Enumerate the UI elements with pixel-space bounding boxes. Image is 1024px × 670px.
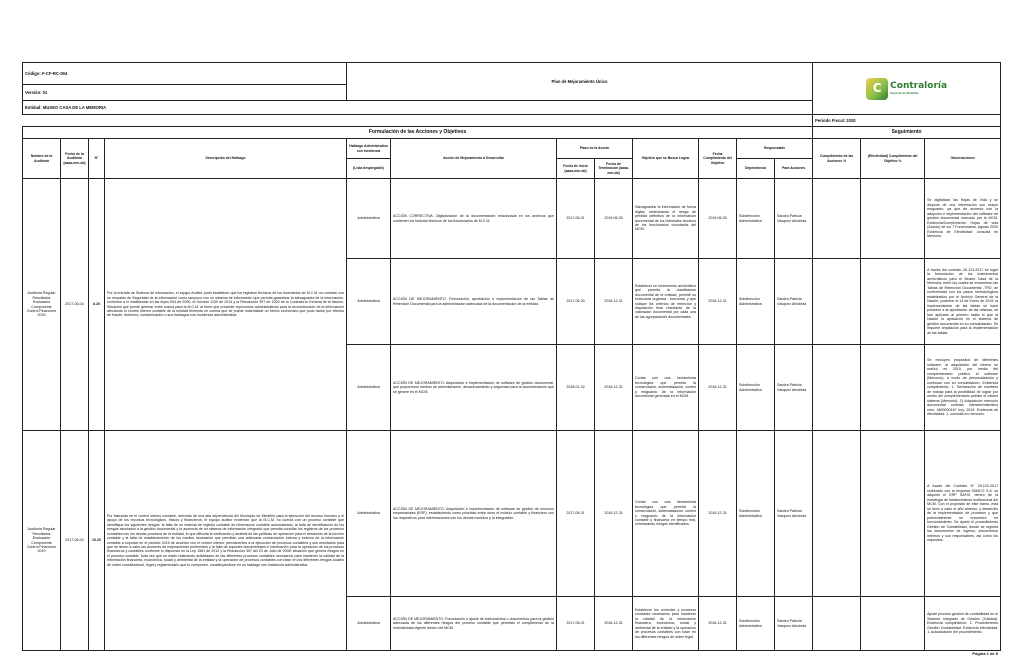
table-row bbox=[23, 431, 1001, 597]
page-number: Página 1 de 5 bbox=[972, 651, 998, 656]
row-action: ACCIÓN DE MEJORAMIENTO: Adquisición e implementación de software de gestión de recursos empresariales (ERP), estableciendo como prioridad entre otros el módulo contable y financiero con los respectivos para interrelaciones con los demás módulos y la integración. bbox=[391, 431, 557, 597]
row-action: ACCIÓN DE MEJORAMIENTO: Adquisición e implementación de software de gestión documental, que proporcione medios de administración, almacenamiento y seguridad para la documentación que se genere en el MCM. bbox=[391, 345, 557, 431]
row-type: Administrativa bbox=[347, 259, 391, 345]
row-pct-action bbox=[813, 431, 861, 597]
row-observation: Se excluyen propósitos de diferentes software, la adquisición del mismo se realizó en 2019, por medio del complementario público el software (Mercurio), a modo de personalización y continuar con su convalidación. Evidencia cumplimiento: 1. Declaración de nombres de trabajo para la posibilidad de lograr por medio del complementario público el mismo sistema (Mercurio). 2) Adquisición mercurio documental contrato interadministrativo núm. 4600000167 hoy, 2019. Evidencia de efectividad: 1. consulta en mercurio. bbox=[925, 345, 1001, 431]
row-report-date: 2017-06-04 bbox=[61, 431, 89, 651]
logo-mark-icon: C bbox=[866, 78, 888, 100]
row-finding: Por la entrada de Sistema de información, el equipo Auditor pudo establecer que los registros técnicos de los inventarios de M.C.M. no cuentan con un respaldo de Seguridad de la información como tampoco con un sistema de información que permita garantizar la salvaguarda de la información, conforme a lo establecido en las leyes 594 de 2000, el Decreto 1100 de 2014 y la Resolución 397 de 2020 de la Contraloría General de la Nación. Situación que puede generar entre costos para la M.C.M. al tener que proceder reprocesos administrativos para la reconstrucción de la información afectando el control interno contable de la entidad teniendo en cuenta que se puede materializar un hecho económico que pudo darse por efectos de fraude, deterioro, contaminación o sus hallazgos con incidencia administrativa. bbox=[105, 179, 347, 431]
plan-table bbox=[22, 62, 1001, 651]
row-finding: Por falencias en el control interno contable, derivado de una alta dependencia del Municipio de Medellín para la ejecución del recurso humano y el apoyo de los recursos tecnológicos, físicos y financieros, el equipo auditor evidenció que la M.C.M. no cuenta con un proceso contable que identifique los siguientes riesgos: la falta de un sistema de registro contable de información contable automatizado, la falta de identificación de los riesgos asociados a la gestión documental y la ausencia de un sistema de información integrado que permita conciliar los registros de los procesos contables con los demás procesos de la entidad, lo que dificulta la verificación y análisis de las políticas de operación para el desarrollo de la función contable y la falta de establecimiento de los medios necesarios que permitan una adecuada conservación interna y externa de la información contable a soportar en el periodo 2019 de acuerdo con el control interno, permanentes a la ejecución de procesos contables y sus resultados para que se lleven a cabo las acciones de mejoramiento pertinentes y la falta de soportes documentales e información para la operación de los procesos financieros y contables conforme lo dispuesto en la Ley 1581 de 2012 y la Resolución 357 del 23 de Julio de 2008; situación que genera riesgos en el proceso contable, toda vez que se están realizando actividades de las diferentes procesos contables necesarios para mantener la calidad de la información financiera, económica, social y ambiental de la entidad y la operación de procesos contables con base en los diferentes riesgos locales de orden constitucional, legal y reglamentario que lo componen, constituyéndose en un hallazgo con incidencia administrativa. bbox=[105, 431, 347, 651]
doc-version: Versión: 01 bbox=[23, 85, 347, 101]
row-objective: Establecer los controles y procesos contables necesarios para mantener la calidad de la información financiera, económica, social y ambiental de la entidad y la operación de procesos contables con base en los diferentes riesgos de orden legal. bbox=[633, 597, 699, 651]
col-source: Nombre de la Auditoría bbox=[23, 139, 61, 179]
col-end-date: Fecha de Terminación (aaaa-mm-dd) bbox=[595, 159, 633, 179]
row-person: Sandra Patricia Vásquez Arboleda bbox=[775, 345, 813, 431]
row-source: Auditoría Regular Resultados Evaluación Componente Control Financiero 2019 bbox=[23, 179, 61, 431]
row-target: 2018-12-31 bbox=[699, 259, 737, 345]
contraloria-logo: C Contraloría General de Medellín bbox=[866, 78, 947, 100]
col-action: Acción de Mejoramiento a Desarrollar bbox=[391, 139, 557, 179]
col-start-date: Fecha de Inicio (aaaa-mm-dd) bbox=[557, 159, 595, 179]
doc-title: Plan de Mejoramiento Único bbox=[347, 63, 813, 101]
col-dependency: Dependencia bbox=[737, 159, 775, 179]
col-pct-action: Cumplimiento de las Acciones % bbox=[813, 139, 861, 179]
row-type: Administrativa bbox=[347, 431, 391, 597]
row-dependency: Subdirección Administrativa bbox=[737, 259, 775, 345]
col-action-dates: Plazo de la Acción bbox=[557, 139, 633, 159]
row-objective: Contar con una herramienta tecnológica que permita la conservación, sistematización, control y resguardo de la información contable y financiera en tiempo real, minimizando riesgos identificados. bbox=[633, 431, 699, 597]
row-end: 2018-12-31 bbox=[595, 597, 633, 651]
col-objective: Objetivo que se Busca Lograr bbox=[633, 139, 699, 179]
table-row bbox=[23, 179, 1001, 259]
row-dependency: Subdirección Administrativa bbox=[737, 597, 775, 651]
col-number: N° bbox=[89, 139, 105, 179]
row-type: Administrativa bbox=[347, 179, 391, 259]
row-end: 2018-12-31 bbox=[595, 431, 633, 597]
row-dependency: Subdirección Administrativa bbox=[737, 345, 775, 431]
row-pct-objective bbox=[861, 259, 925, 345]
plan-sheet bbox=[22, 62, 1000, 652]
band-followup: Seguimiento bbox=[813, 127, 1001, 139]
row-number: 8.20 bbox=[89, 179, 105, 431]
row-observation: A través del Contrato N° 29-123-2017 celebrado con la empresa SIIMCO S.A. se adquirió el ERP SAFIX, dentro de la estrategia de fortalecimiento institucional del MCM. Con el propósito de este tramo, esta se llevó a cabo el año anterior, y desarrollo de la implementación de procesos y que potencialmente se encuentra en funcionamiento. Se ajustó el procedimiento Gestión de Contabilidad, donde se registra los documentos de ingreso, documentos internos y sus responsables, así como los requisitos. bbox=[925, 431, 1001, 597]
row-dependency: Subdirección Administrativa bbox=[737, 431, 775, 597]
row-target: 2018-12-31 bbox=[699, 431, 737, 597]
row-target: 2018-12-31 bbox=[699, 597, 737, 651]
col-pct-objective: (Efectividad) Cumplimiento del Objetivo % bbox=[861, 139, 925, 179]
logo-cell bbox=[813, 63, 1001, 115]
col-finding-type-sub: (Lista desplegable) bbox=[347, 159, 391, 179]
row-person: Sandra Patricia Vásquez Arboleda bbox=[775, 597, 813, 651]
row-end: 2018-12-31 bbox=[595, 259, 633, 345]
band-formulation: Formulación de las Acciones y Objetivos bbox=[23, 127, 813, 139]
row-person: Sandra Patricia Vásquez Arboleda bbox=[775, 259, 813, 345]
row-pct-action bbox=[813, 597, 861, 651]
row-end: 2018-12-31 bbox=[595, 345, 633, 431]
row-pct-objective bbox=[861, 597, 925, 651]
row-action: ACCIÓN DE MEJORAMIENTO: Formulación, aprobación e implementación de las Tablas de Retención Documental para la administración adecuada de la documentación de la entidad. bbox=[391, 259, 557, 345]
row-action: ACCIÓN CORRECTIVA: Digitalización de la documentación relacionada en los archivos que contienen los historial técnicos de los funcionarios de M.C.M. bbox=[391, 179, 557, 259]
row-objective: Establecer un instrumento archivístico que permita la clasificación documental de la entidad, permitir su estructura orgánica - funcional, y que indique los criterios de retención y disposición final resultante de la valoración documental por cada una de las agrupaciones documentales. bbox=[633, 259, 699, 345]
row-person: Sandra Patricia Vásquez Arboleda bbox=[775, 431, 813, 597]
row-start: 2017-06-01 bbox=[557, 431, 595, 597]
row-pct-objective bbox=[861, 431, 925, 597]
row-start: 2017-06-01 bbox=[557, 179, 595, 259]
row-start: 2017-06-30 bbox=[557, 259, 595, 345]
row-end: 2019-06-30 bbox=[595, 179, 633, 259]
row-target: 2019-06-30 bbox=[699, 179, 737, 259]
col-responsible: Responsable bbox=[737, 139, 813, 159]
row-observation: Ajuste proceso gestión de contabilidad en el Sistema Integrado de Gestión (Calidad). Evidencia cumplimiento: 1. Procedimiento Gestión Contabilidad. Evidencia efectividad: 1. Actualización del procedimiento. bbox=[925, 597, 1001, 651]
row-observation: A través del contrato 25-123-2017 se logró la formulación de los instrumentos archivísticos para el Museo Casa de la Memoria, entre los cuales se encuentran las Tablas de Retención Documental -TRD, de conformidad con los pasos metodológicos establecidos por el Archivo General de la Nación, posterior el 14 de Enero de 2019, la implementación de las tablas se hace posterior a la aprobación de las mismas, se han aplicado al primero hasta lo que la Nación lo aplicación en el sistema de gestión documental en su convalidación. Se requiere ampliación para la implementación de las tablas. bbox=[925, 259, 1001, 345]
row-dependency: Subdirección Administrativa bbox=[737, 179, 775, 259]
row-pct-action bbox=[813, 259, 861, 345]
row-person: Sandra Patricia Vásquez Arboleda bbox=[775, 179, 813, 259]
row-objective: Salvaguardar la información de forma digital, minimizando el riesgo de pérdida definitiva de la información documental de los historiales técnicos de los funcionarios vinculados del MCM. bbox=[633, 179, 699, 259]
col-finding: Descripción del Hallazgo bbox=[105, 139, 347, 179]
row-pct-action bbox=[813, 345, 861, 431]
col-target-date: Fecha Cumplimiento del Objetivo bbox=[699, 139, 737, 179]
entity-name: Entidad: MUSEO CASA DE LA MEMORIA bbox=[23, 101, 813, 115]
col-finding-type: Hallazgo Administrativo con Incidencia bbox=[347, 139, 391, 159]
row-report-date: 2017-06-04 bbox=[61, 179, 89, 431]
col-position: Para Acciones bbox=[775, 159, 813, 179]
row-objective: Contar con una herramienta tecnológica que permita la conservación, sistematización, control y resguardo de la información documental generada en el MCM. bbox=[633, 345, 699, 431]
row-type: Administrativa bbox=[347, 345, 391, 431]
row-start: 2017-06-01 bbox=[557, 597, 595, 651]
row-pct-action bbox=[813, 179, 861, 259]
row-pct-objective bbox=[861, 179, 925, 259]
row-target: 2018-12-31 bbox=[699, 345, 737, 431]
col-observations: Observaciones bbox=[925, 139, 1001, 179]
row-source: Auditoría Regular Resultados Evaluación Componente Control Financiero 2019 bbox=[23, 431, 61, 651]
row-pct-objective bbox=[861, 345, 925, 431]
row-action: ACCIÓN DE MEJORAMIENTO: Formulación o ajuste de instrumentos o documentos para la gestión adecuada de los diferentes riesgos del proceso contable que permitan el cumplimiento de la normatividad vigente dentro del MCM. bbox=[391, 597, 557, 651]
row-type: Administrativa bbox=[347, 597, 391, 651]
fiscal-period: Periodo Fiscal: 2020 bbox=[813, 115, 1001, 127]
col-report-date: Fecha de la Auditoría (aaaa-mm-dd) bbox=[61, 139, 89, 179]
row-number: 10.20 bbox=[89, 431, 105, 651]
row-observation: Se digitalizan las Hojas de Vida y se dispone de una información con mayor resguardo, ya que de acuerdo con la adopción e implementación del software de gestión documental mercado por la MCM. Evidencia/Cumplimiento: Hojas de vida (Acción) de los 7 Funcionarios. Agosto 2020 Evidencia de Efectividad: consulta en Mercurio. bbox=[925, 179, 1001, 259]
doc-code: Código: F-CF-RC-004 bbox=[23, 63, 347, 85]
row-start: 2018-01-02 bbox=[557, 345, 595, 431]
